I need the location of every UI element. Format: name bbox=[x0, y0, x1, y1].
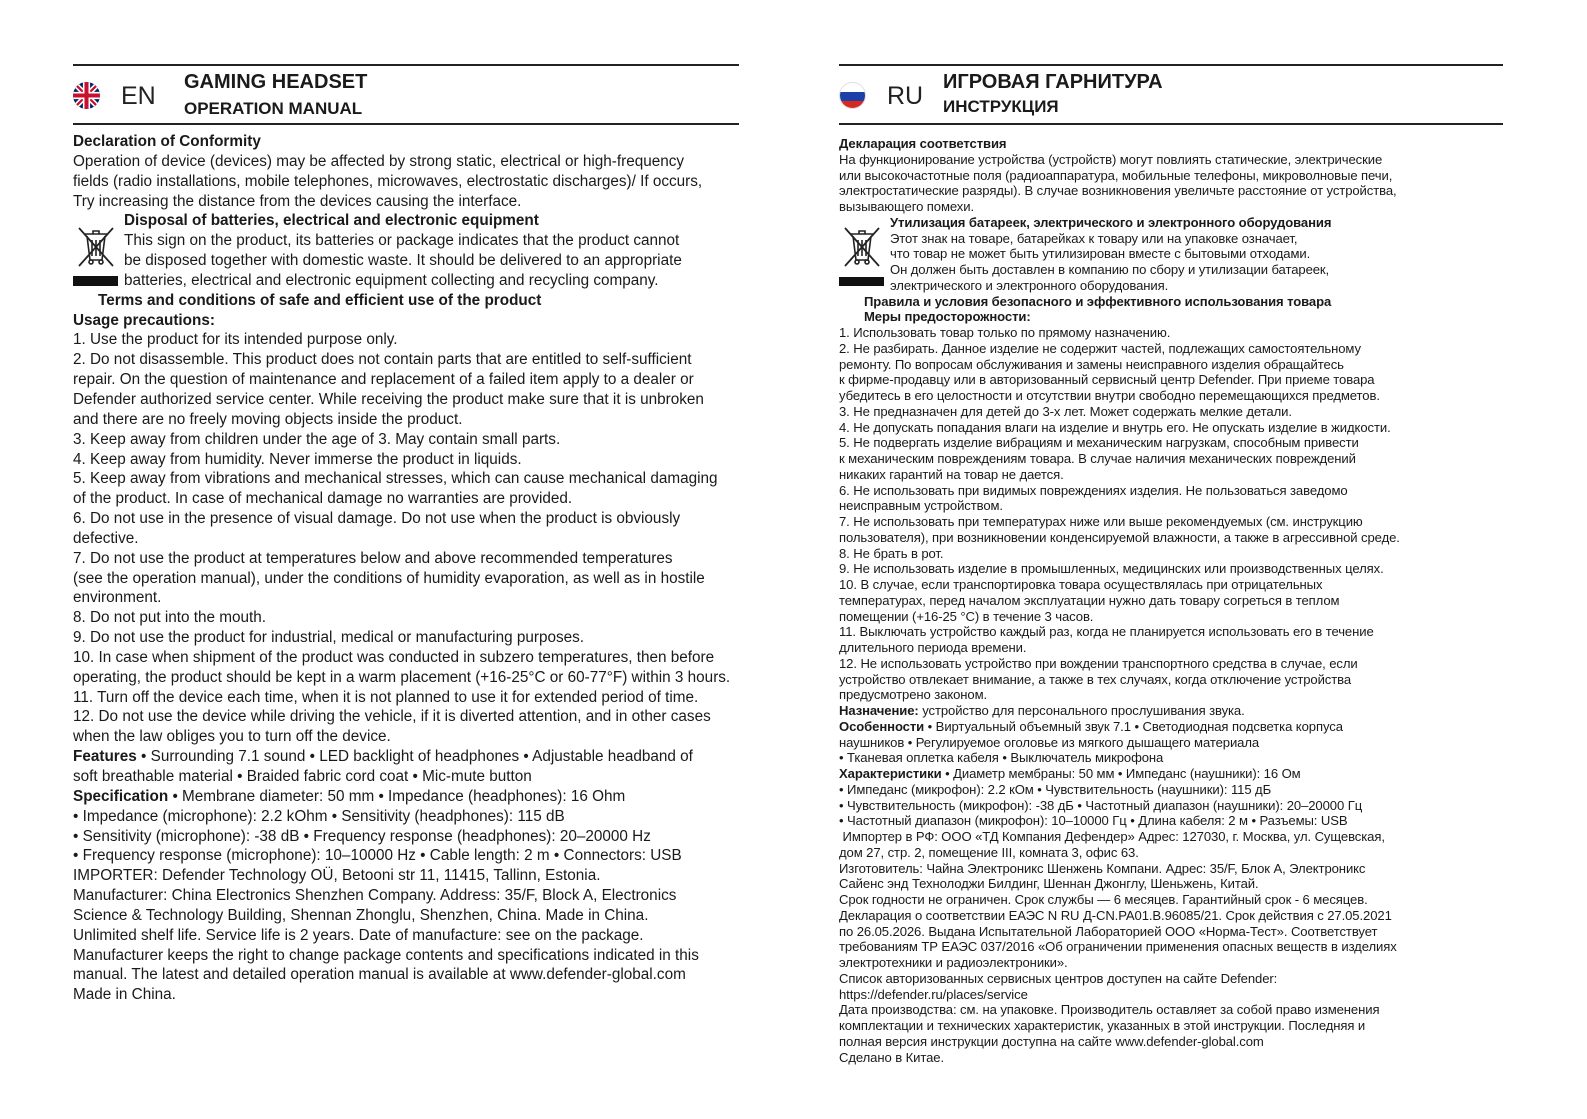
line-text: никаких гарантий на товар не дается. bbox=[839, 466, 1064, 482]
line-text: 11. Выключать устройство каждый раз, когда не планируется использовать его в течение bbox=[839, 624, 1374, 640]
line-text: Manufacturer: China Electronics Shenzhen Company. Address: 35/F, Block A, Electronics bbox=[73, 887, 677, 905]
text-line bbox=[839, 813, 1503, 829]
text-line bbox=[839, 1034, 1503, 1050]
text-line bbox=[73, 311, 739, 331]
line-text: • Membrane diameter: 50 mm • Impedance (headphones): 16 Ohm bbox=[168, 787, 626, 805]
line-text: устройство отвлекает внимание, а также в тех случаях, когда отключение устройства bbox=[839, 671, 1352, 687]
text-line bbox=[73, 985, 739, 1005]
text-line bbox=[839, 420, 1503, 436]
text-line bbox=[839, 987, 1503, 1003]
text-line bbox=[839, 546, 1503, 562]
text-line bbox=[73, 965, 739, 985]
text-line bbox=[73, 172, 739, 192]
bold-heading: Утилизация батареек, электрического и электронного оборудования bbox=[890, 214, 1332, 230]
text-line bbox=[73, 588, 739, 608]
text-line bbox=[839, 498, 1503, 514]
line-text: manual. The latest and detailed operation manual is available at www.defender-global.com bbox=[73, 966, 686, 984]
text-line bbox=[73, 906, 739, 926]
line-text: 12. Не использовать устройство при вождении транспортного средства в случае, если bbox=[839, 655, 1358, 671]
text-line bbox=[839, 750, 1503, 766]
line-text: дом 27, стр. 2, помещение III, комната 3, офис 63. bbox=[839, 844, 1139, 860]
text-line bbox=[839, 278, 1503, 294]
text-line bbox=[839, 530, 1503, 546]
language-code: RU bbox=[887, 82, 924, 110]
line-text: предусмотрено законом. bbox=[839, 687, 988, 703]
text-line bbox=[73, 350, 739, 370]
text-line bbox=[73, 271, 739, 291]
text-line bbox=[73, 370, 739, 390]
text-line bbox=[73, 946, 739, 966]
text-line bbox=[839, 168, 1503, 184]
text-line bbox=[73, 926, 739, 946]
text-line bbox=[73, 251, 739, 271]
line-text: убедитесь в его целостности и отсутствии внутри свободно перемещающихся предметов. bbox=[839, 388, 1380, 403]
text-line bbox=[839, 199, 1503, 215]
text-line bbox=[73, 628, 739, 648]
text-line bbox=[73, 430, 739, 450]
bold-heading: Specification bbox=[73, 787, 169, 805]
line-text: repair. On the question of maintenance and replacement of a failed item apply to a dealer or bbox=[73, 371, 694, 389]
text-line bbox=[839, 309, 1503, 325]
text-line bbox=[839, 341, 1503, 357]
product-title: GAMING HEADSET bbox=[184, 71, 368, 93]
line-text: Science & Technology Building, Shennan Zhonglu, Shenzhen, China. Made in China. bbox=[73, 906, 649, 924]
line-text: Manufacturer keeps the right to change package contents and specifications indicated in this bbox=[73, 946, 699, 964]
text-line bbox=[73, 767, 739, 787]
bold-heading: Disposal of batteries, electrical and electronic equipment bbox=[124, 212, 539, 230]
line-text: 1. Использовать товар только по прямому назначению. bbox=[839, 325, 1171, 340]
line-text: устройство для персонального прослушивания звука. bbox=[918, 703, 1245, 718]
line-text: Made in China. bbox=[73, 986, 176, 1004]
line-text: • Sensitivity (microphone): -38 dB • Frequency response (headphones): 20–20000 Hz bbox=[73, 827, 651, 845]
text-line bbox=[839, 624, 1503, 640]
text-line bbox=[839, 735, 1503, 751]
line-text: полная версия инструкции доступна на сайте www.defender-global.com bbox=[839, 1033, 1264, 1049]
line-text: 9. Не использовать изделие в промышленных, медицинских или производственных целях. bbox=[839, 561, 1384, 577]
text-line bbox=[839, 971, 1503, 987]
line-text: вызывающего помехи. bbox=[839, 199, 974, 214]
line-text: 1. Use the product for its intended purpose only. bbox=[73, 331, 398, 349]
bold-heading: Features bbox=[73, 748, 137, 766]
text-line bbox=[839, 703, 1503, 719]
text-line bbox=[73, 747, 739, 767]
text-line bbox=[73, 827, 739, 847]
line-text: • Частотный диапазон (микрофон): 10–10000 Гц • Длина кабеля: 2 м • Разъемы: USB bbox=[839, 813, 1348, 829]
language-code: EN bbox=[121, 82, 156, 110]
text-line bbox=[73, 469, 739, 489]
text-line bbox=[839, 231, 1503, 247]
text-line bbox=[839, 593, 1503, 609]
line-text: 10. In case when shipment of the product was conducted in subzero temperatures, then before bbox=[73, 648, 715, 666]
product-title: ИГРОВАЯ ГАРНИТУРА bbox=[943, 71, 1163, 93]
text-line bbox=[73, 132, 739, 152]
line-text: 8. Не брать в рот. bbox=[839, 545, 944, 561]
line-text: • Импеданс (микрофон): 2.2 кОм • Чувствительность (наушники): 115 дБ bbox=[839, 781, 1272, 797]
line-text: 7. Не использовать при температурах ниже или выше рекомендуемых (см. инструкцию bbox=[839, 514, 1363, 529]
text-line bbox=[73, 727, 739, 747]
ru-flag-icon bbox=[839, 82, 866, 109]
line-text: 7. Do not use the product at temperatures below and above recommended temperatures bbox=[73, 549, 673, 567]
line-text: 3. Keep away from children under the age of 3. May contain small parts. bbox=[73, 430, 561, 448]
text-line bbox=[839, 1002, 1503, 1018]
text-line bbox=[839, 577, 1503, 593]
line-text: • Frequency response (microphone): 10–10000 Hz • Cable length: 2 m • Connectors: USB bbox=[73, 847, 682, 865]
text-line bbox=[839, 829, 1503, 845]
text-line bbox=[839, 404, 1503, 420]
top-rule bbox=[73, 64, 739, 66]
line-text: пользователя), при возникновении конденсируемой влажности, а также в агрессивной среде. bbox=[839, 529, 1400, 545]
line-text: • Surrounding 7.1 sound • LED backlight of headphones • Adjustable headband of bbox=[136, 748, 693, 766]
text-line bbox=[839, 262, 1503, 278]
line-text: 4. Keep away from humidity. Never immerse the product in liquids. bbox=[73, 450, 522, 468]
text-line bbox=[839, 892, 1503, 908]
line-text: к механическим повреждениям товара. В случае наличия механических повреждений bbox=[839, 451, 1356, 466]
text-line bbox=[73, 291, 739, 311]
line-text: defective. bbox=[73, 529, 139, 547]
line-text: soft breathable material • Braided fabric cord coat • Mic-mute button bbox=[73, 768, 532, 785]
line-text: к фирме-продавцу или в авторизованный сервисный центр Defender. При приеме товара bbox=[839, 372, 1375, 388]
line-text: требованиям ТР ЕАЭС 037/2016 «Об ограничении применения опасных веществ в изделиях bbox=[839, 939, 1397, 955]
bold-heading: Декларация соответствия bbox=[839, 136, 1007, 151]
text-line bbox=[73, 152, 739, 172]
manual-subtitle: ИНСТРУКЦИЯ bbox=[943, 97, 1059, 116]
line-text: наушников • Регулируемое оголовье из мягкого дышащего материала bbox=[839, 734, 1260, 750]
line-text: Декларация о соответствии ЕАЭС N RU Д-CN.PA01.B.96085/21. Срок действия с 27.05.2021 bbox=[839, 907, 1392, 923]
line-text: be disposed together with domestic waste. It should be delivered to an appropriate bbox=[124, 252, 682, 270]
text-line bbox=[839, 656, 1503, 672]
line-text: длительного периода времени. bbox=[839, 640, 1027, 655]
line-text: Сделано в Китае. bbox=[839, 1049, 945, 1065]
text-line bbox=[73, 450, 739, 470]
text-line bbox=[839, 514, 1503, 530]
header-rule bbox=[839, 123, 1503, 125]
line-text: температурах, перед началом эксплуатации нужно дать товару согреться в теплом bbox=[839, 592, 1340, 608]
text-line bbox=[73, 807, 739, 827]
text-line bbox=[839, 246, 1503, 262]
text-line bbox=[839, 136, 1503, 152]
text-line bbox=[73, 549, 739, 569]
bold-heading: Характеристики bbox=[839, 766, 942, 781]
line-text: 10. В случае, если транспортировка товара осуществлялась при отрицательных bbox=[839, 577, 1323, 592]
line-text: • Тканевая оплетка кабеля • Выключатель микрофона bbox=[839, 750, 1164, 766]
text-line bbox=[73, 489, 739, 509]
text-line bbox=[73, 886, 739, 906]
text-line bbox=[73, 390, 739, 410]
text-line bbox=[73, 569, 739, 589]
line-text: of the product. In case of mechanical damage no warranties are provided. bbox=[73, 490, 573, 508]
text-line bbox=[839, 640, 1503, 656]
line-text: Operation of device (devices) may be affected by strong static, electrical or high-frequency bbox=[73, 152, 685, 170]
russian-body-text bbox=[839, 136, 1503, 1065]
text-line bbox=[73, 787, 739, 807]
line-text: Unlimited shelf life. Service life is 2 years. Date of manufacture: see on the package. bbox=[73, 926, 644, 944]
line-text: Дата производства: см. на упаковке. Производитель оставляет за собой право изменения bbox=[839, 1002, 1380, 1018]
line-text: batteries, electrical and electronic equipment collecting and recycling company. bbox=[124, 271, 659, 289]
bold-heading: Usage precautions: bbox=[73, 311, 215, 329]
text-line bbox=[839, 845, 1503, 861]
line-text: Сайенс энд Технолоджи Билдинг, Шеннан Джонглу, Шеньжень, Китай. bbox=[839, 876, 1259, 892]
text-line bbox=[839, 672, 1503, 688]
text-line bbox=[839, 861, 1503, 877]
line-text: when the law obliges you to turn off the device. bbox=[73, 728, 391, 746]
line-text: комплектации и технических характеристик, указанных в этой инструкции. Последняя и bbox=[839, 1018, 1366, 1033]
text-line bbox=[839, 609, 1503, 625]
text-line bbox=[839, 687, 1503, 703]
text-line bbox=[839, 1050, 1503, 1066]
line-text: помещении (+16-25 °С) в течение 3 часов. bbox=[839, 608, 1094, 624]
line-text: https://defender.ru/places/service bbox=[839, 986, 1028, 1002]
line-text: Срок годности не ограничен. Срок службы — 6 месяцев. Гарантийный срок - 6 месяцев. bbox=[839, 892, 1368, 907]
line-text: 6. Не использовать при видимых повреждениях изделия. Не пользоваться заведомо bbox=[839, 482, 1348, 498]
text-line bbox=[73, 668, 739, 688]
bold-heading: Особенности bbox=[839, 718, 925, 734]
header-rule bbox=[73, 123, 739, 125]
line-text: 3. Не предназначен для детей до 3-х лет. Может содержать мелкие детали. bbox=[839, 403, 1292, 419]
line-text: Список авторизованных сервисных центров доступен на сайте Defender: bbox=[839, 970, 1278, 986]
line-text: 11. Turn off the device each time, when it is not planned to use it for extended period of time. bbox=[73, 688, 699, 706]
text-line bbox=[73, 410, 739, 430]
line-text: по 26.05.2026. Выдана Испытательной Лабораторией ООО «Норма-Тест». Соответствует bbox=[839, 923, 1378, 939]
bold-heading: Terms and conditions of safe and efficient use of the product bbox=[98, 291, 542, 309]
line-text: Этот знак на товаре, батарейках к товару или на упаковке означает, bbox=[890, 230, 1298, 246]
text-line bbox=[839, 294, 1503, 310]
line-text: ремонту. По вопросам обслуживания и замены неисправного изделия обращайтесь bbox=[839, 356, 1344, 372]
line-text: • Impedance (microphone): 2.2 kOhm • Sensitivity (headphones): 115 dB bbox=[73, 807, 565, 825]
line-text: 12. Do not use the device while driving the vehicle, if it is diverted attention, and in other cases bbox=[73, 708, 711, 726]
text-line bbox=[839, 183, 1503, 199]
text-line bbox=[839, 561, 1503, 577]
text-line bbox=[839, 435, 1503, 451]
text-line bbox=[73, 846, 739, 866]
text-line bbox=[839, 325, 1503, 341]
line-text: This sign on the product, its batteries or package indicates that the product cannot bbox=[124, 232, 680, 250]
line-text: или высокочастотные поля (радиоаппаратура, мобильные телефоны, микроволновые печи, bbox=[839, 167, 1393, 183]
line-text: электростатические разряды). В случае возникновения увеличьте расстояние от устройства, bbox=[839, 183, 1397, 199]
line-text: environment. bbox=[73, 589, 162, 607]
line-text: Он должен быть доставлен в компанию по сбору и утилизации батареек, bbox=[890, 262, 1330, 277]
text-line bbox=[839, 766, 1503, 782]
line-text: электрического и электронного оборудования. bbox=[890, 277, 1169, 293]
text-line bbox=[839, 924, 1503, 940]
line-text: Импортер в РФ: ООО «ТД Компания Дефендер» Адрес: 127030, г. Москва, ул. Сущевская, bbox=[839, 829, 1385, 844]
text-line bbox=[839, 152, 1503, 168]
line-text: • Диаметр мембраны: 50 мм • Импеданс (наушники): 16 Ом bbox=[941, 766, 1301, 781]
text-line bbox=[839, 215, 1503, 231]
line-text: 2. Do not disassemble. This product does not contain parts that are entitled to self-sufficient bbox=[73, 351, 692, 369]
line-text: • Чувствительность (микрофон): -38 дБ • Частотный диапазон (наушники): 20–20000 Гц bbox=[839, 797, 1363, 813]
line-text: электротехники и радиоэлектроники». bbox=[839, 955, 1068, 970]
english-body-text bbox=[73, 132, 739, 1005]
line-text: fields (radio installations, mobile telephones, microwaves, electrostatic discharges)/ If occurs, bbox=[73, 172, 703, 190]
bold-heading: Declaration of Conformity bbox=[73, 133, 261, 150]
line-text: 5. Не подвергать изделие вибрациям и механическим нагрузкам, способным привести bbox=[839, 435, 1359, 451]
text-line bbox=[73, 211, 739, 231]
text-line bbox=[839, 467, 1503, 483]
line-text: неисправным устройством. bbox=[839, 498, 1003, 514]
text-line bbox=[839, 955, 1503, 971]
text-line bbox=[73, 866, 739, 886]
line-text: IMPORTER: Defender Technology OÜ, Betooni str 11, 11415, Tallinn, Estonia. bbox=[73, 867, 601, 885]
line-text: operating, the product should be kept in a warm placement (+16-25°C or 60-77°F) within 3 hours. bbox=[73, 668, 731, 686]
text-line bbox=[839, 782, 1503, 798]
text-line bbox=[73, 330, 739, 350]
text-line bbox=[73, 707, 739, 727]
line-text: • Виртуальный объемный звук 7.1 • Светодиодная подсветка корпуса bbox=[924, 718, 1343, 734]
text-line bbox=[73, 509, 739, 529]
text-line bbox=[73, 608, 739, 628]
line-text: 2. Не разбирать. Данное изделие не содержит частей, подлежащих самостоятельному bbox=[839, 340, 1361, 356]
top-rule bbox=[839, 64, 1503, 66]
text-line bbox=[73, 529, 739, 549]
line-text: 9. Do not use the product for industrial, medical or manufacturing purposes. bbox=[73, 629, 585, 647]
text-line bbox=[839, 451, 1503, 467]
text-line bbox=[839, 372, 1503, 388]
text-line bbox=[73, 231, 739, 251]
text-line bbox=[73, 648, 739, 668]
line-text: Defender authorized service center. While receiving the product make sure that it is unbroken bbox=[73, 390, 704, 408]
text-line bbox=[839, 798, 1503, 814]
line-text: 6. Do not use in the presence of visual damage. Do not use when the product is obviously bbox=[73, 510, 681, 528]
text-line bbox=[839, 939, 1503, 955]
line-text: 4. Не допускать попадания влаги на изделие и внутрь его. Не опускать изделие в жидкости. bbox=[839, 419, 1391, 435]
line-text: Try increasing the distance from the devices causing the interface. bbox=[73, 192, 522, 210]
text-line bbox=[839, 876, 1503, 892]
uk-flag-icon bbox=[73, 82, 100, 109]
line-text: 8. Do not put into the mouth. bbox=[73, 609, 267, 627]
text-line bbox=[839, 1018, 1503, 1034]
text-line bbox=[839, 388, 1503, 404]
bold-heading: Назначение: bbox=[839, 703, 919, 718]
text-line bbox=[839, 908, 1503, 924]
text-line bbox=[73, 192, 739, 212]
bold-heading: Правила и условия безопасного и эффективного использования товара bbox=[864, 293, 1332, 309]
line-text: 5. Keep away from vibrations and mechanical stresses, which can cause mechanical damaging bbox=[73, 470, 718, 488]
line-text: (see the operation manual), under the conditions of humidity evaporation, as well as in hostile bbox=[73, 569, 705, 587]
line-text: что товар не может быть утилизирован вместе с бытовыми отходами. bbox=[890, 246, 1311, 262]
line-text: and there are no freely moving objects inside the product. bbox=[73, 410, 463, 428]
text-line bbox=[839, 483, 1503, 499]
line-text: Изготовитель: Чайна Электроникс Шенжень Компани. Адрес: 35/F, Блок А, Электроникс bbox=[839, 860, 1366, 876]
text-line bbox=[839, 357, 1503, 373]
line-text: На функционирование устройства (устройств) могут повлиять статические, электрические bbox=[839, 151, 1383, 167]
text-line bbox=[73, 688, 739, 708]
manual-subtitle: OPERATION MANUAL bbox=[184, 99, 363, 118]
bold-heading: Меры предосторожности: bbox=[864, 309, 1031, 325]
text-line bbox=[839, 719, 1503, 735]
